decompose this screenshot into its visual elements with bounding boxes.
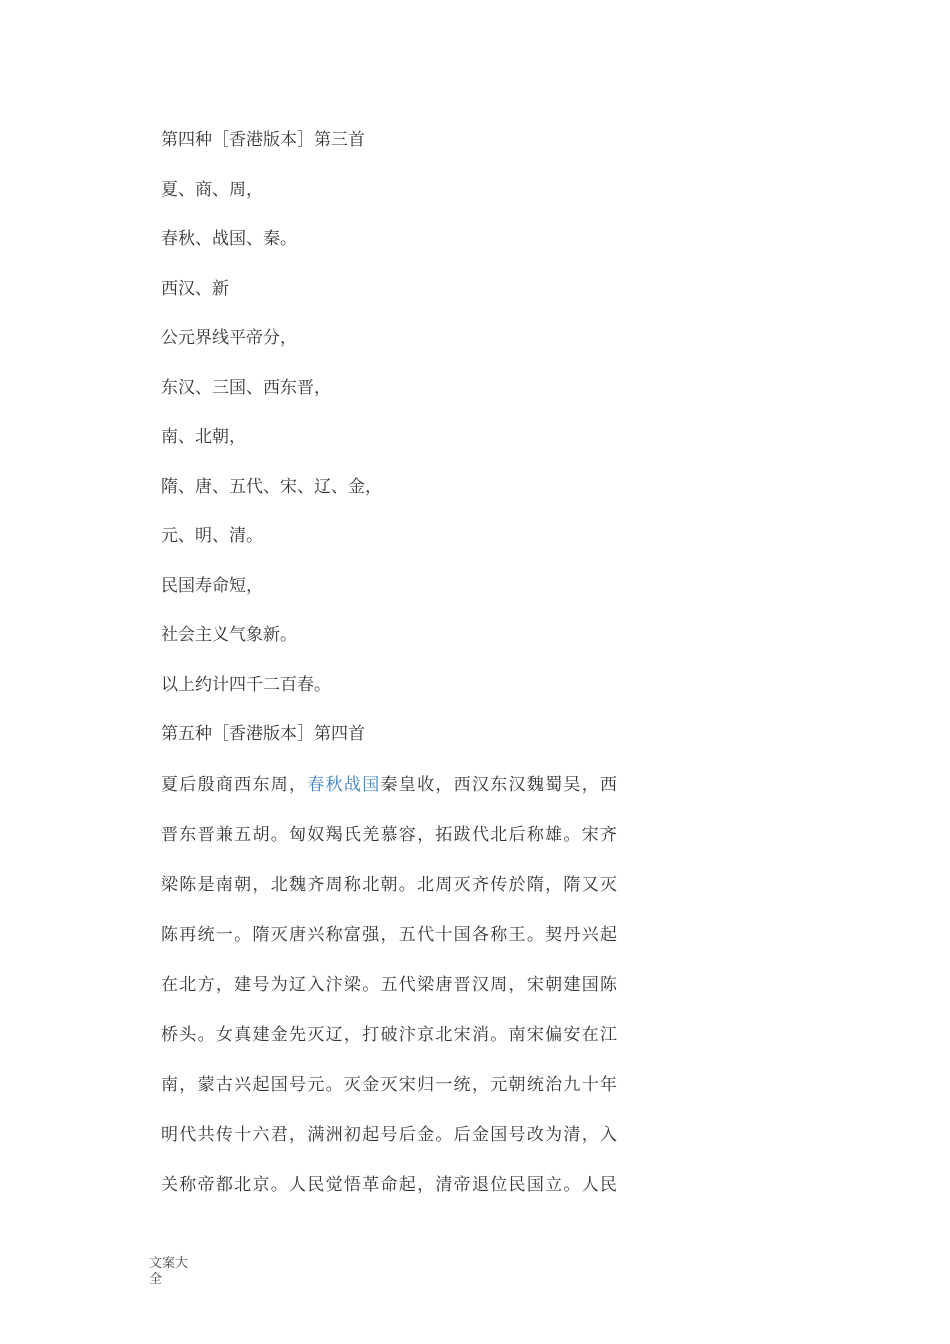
- document-body: [161, 128, 621, 1210]
- poem-line: 春秋、战国、秦。: [161, 229, 297, 249]
- poem-line: 东汉、三国、西东晋，: [161, 377, 331, 398]
- footer-text: 文案大: [149, 1256, 189, 1271]
- paragraph-line: 在北方，建号为辽入汴梁。五代梁唐晋汉周，宋朝建国陈: [161, 974, 617, 995]
- poem-line: 元、明、清。: [161, 526, 263, 546]
- paragraph-line: 梁陈是南朝，北魏齐周称北朝。北周灭齐传於隋，隋又灭: [161, 874, 617, 895]
- poem-line: 民国寿命短，: [161, 575, 263, 596]
- paragraph-line: [161, 760, 617, 810]
- chunqiu-zhanguo-link[interactable]: 春秋战国: [307, 774, 381, 795]
- poem-heading-fourth: 第五种［香港版本］第四首: [161, 724, 365, 744]
- poem-line: 社会主义气象新。: [161, 625, 297, 645]
- poem-paragraph: [161, 760, 617, 1210]
- poem-line: 隋、唐、五代、宋、辽、金，: [161, 476, 382, 497]
- paragraph-line: 陈再统一。隋灭唐兴称富强，五代十国各称王。契丹兴起: [161, 924, 617, 945]
- page-footer: [149, 1256, 197, 1288]
- paragraph-text: 秦皇收，西汉东汉魏蜀吴，西: [380, 774, 617, 795]
- paragraph-text: 夏后殷商西东周，: [161, 774, 308, 795]
- footer-text: 全: [149, 1272, 163, 1287]
- paragraph-line: 晋东晋兼五胡。匈奴羯氏羌慕容，拓跋代北后称雄。宋齐: [161, 824, 617, 845]
- paragraph-line: 明代共传十六君，满洲初起号后金。后金国号改为清，入: [161, 1124, 617, 1145]
- poem-line: 夏、商、周，: [161, 179, 263, 200]
- poem-heading-third: 第四种［香港版本］第三首: [161, 130, 365, 150]
- poem-line: 西汉、新: [161, 278, 229, 299]
- poem-line: 以上约计四千二百春。: [161, 674, 331, 695]
- poem-line: 南、北朝，: [161, 427, 246, 447]
- paragraph-line: 关称帝都北京。人民觉悟革命起，清帝退位民国立。人民: [161, 1174, 617, 1195]
- paragraph-line: 桥头。女真建金先灭辽，打破汴京北宋消。南宋偏安在江: [161, 1024, 617, 1045]
- paragraph-line: 南，蒙古兴起国号元。灭金灭宋归一统，元朝统治九十年: [161, 1074, 617, 1095]
- poem-line: 公元界线平帝分，: [161, 328, 297, 348]
